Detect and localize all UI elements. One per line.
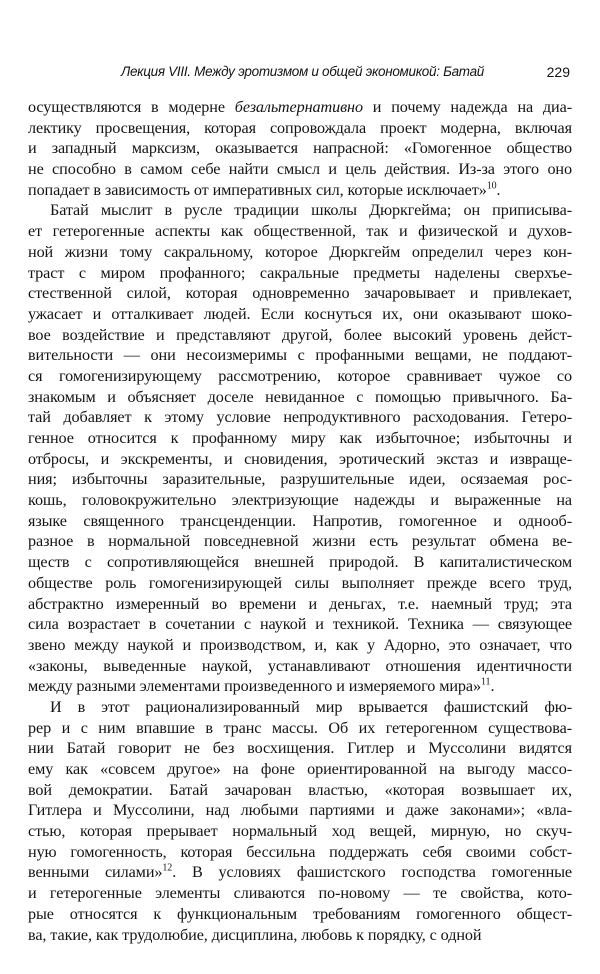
text-run: венными силами» [28,863,163,882]
text-run: отбросы, и экскременты, и сновидения, эротический экстаз и извраще- [28,449,572,468]
text-run: вое воздействие и представляют другой, более высокий уровень дейст- [28,325,572,344]
text-run: Батай мыслит в русле традиции школы Дюркгейма; он приписыва- [50,201,572,220]
text-line [28,573,572,594]
text-line [28,821,572,842]
emphasis: безальтернативно [234,98,363,116]
text-line [28,904,572,925]
text-run: кошь, головокружительно электризующие надежды и выраженные на [28,491,572,510]
text-run: траст с миром профанного; сакральные предметы наделены сверхъе- [28,263,572,282]
text-line [28,614,572,635]
text-run: не способно в самом себе найти смысл и цель действия. Из-за этого оно [28,160,572,179]
text-run: тай добавляет к этому условие непродуктивного расходования. Гетеро- [28,408,572,427]
text-line [28,883,572,904]
text-run: абстрактно измеренный во времени и деньгах, т.е. наемный труд; эта [28,594,572,613]
text-line [28,925,572,946]
footnote-ref: 10 [486,180,497,192]
text-line [28,325,572,346]
text-run: ва, такие, как трудолюбие, дисциплина, любовь к порядку, с одной [28,925,482,944]
text-line [28,718,572,739]
text-run: ужасает и отталкивает людей. Если коснуться их, они оказывают шоко- [28,304,572,323]
paragraph [28,697,572,945]
text-run: ществ с сопротивляющейся внешней природой. В капиталистическом [28,553,572,572]
text-line [28,263,572,284]
text-line [28,490,572,511]
page-number: 229 [546,64,570,80]
text-line [28,118,572,139]
text-line [28,552,572,573]
text-line [28,697,572,718]
text-line [28,221,572,242]
text-line [28,242,572,263]
text-run: Гитлера и Муссолини, над любыми партиями и даже законами»; «вла- [28,801,572,820]
text-line [28,449,572,470]
text-run: и почему надежда на диа- [362,98,572,116]
text-line [28,180,572,201]
text-line [28,366,572,387]
text-run: . В условиях фашистского господства гомогенные [172,863,572,882]
text-line [28,345,572,366]
text-line [28,656,572,677]
text-run: знакомым и объясняет доселе невиданное с помощью привычного. Ба- [28,387,572,406]
text-run: вительности — они несоизмеримы с профанными вещами, не поддают- [28,346,572,365]
text-run: обществе роль гомогенизирующей силы выполняет прежде всего труд, [28,573,572,592]
text-run: лектику просвещения, которая сопровождала проект модерна, включая [28,118,572,137]
paragraph [28,97,572,200]
text-line [28,387,572,408]
text-run: разное в нормальной повседневной жизни есть результат обмена ве- [28,532,572,551]
running-title: Лекция VIII. Между эротизмом и общей экономикой: Батай [121,64,485,79]
text-run: нии Батай говорит не без восхищения. Гитлер и Муссолини видятся [28,739,572,758]
page-header [28,64,572,84]
text-run: стественной силой, которая одновременно зачаровывает и привлекает, [28,284,572,303]
paragraph [28,200,572,697]
text-line [28,283,572,304]
text-line [28,635,572,656]
text-run: и гетерогенные элементы сливаются по-новому — те свойства, кото- [28,884,572,903]
text-run: сила возрастает в сочетании с наукой и техникой. Техника — связующее [28,615,572,634]
text-line [28,842,572,863]
text-line [28,780,572,801]
text-run: языке священного трансценденции. Напротив, гомогенное и однооб- [28,511,572,530]
text-line [28,97,572,118]
text-line [28,428,572,449]
text-run: вой демократии. Батай зачарован властью, «которая возвышает их, [28,780,572,799]
text-line [28,304,572,325]
text-run: . [496,180,501,199]
text-run: ет гетерогенные аспекты как общественной, так и физической и духов- [28,222,572,241]
body-text [28,97,572,945]
text-line [28,594,572,615]
text-line [28,738,572,759]
text-line [28,159,572,180]
text-run: ему как «совсем другое» на фоне ориентированной на выгоду массо- [28,760,572,778]
text-line [28,469,572,490]
text-run: ся гомогенизирующему рассмотрению, которое сравнивает чужое со [28,366,572,385]
text-run: генное относится к профанному миру как избыточное; избыточны и [28,429,572,447]
text-run: попадает в зависимость от императивных сил, которые исключает» [28,180,487,199]
footnote-ref: 12 [162,863,173,875]
footnote-ref: 11 [481,676,491,688]
text-run: . [490,677,495,696]
text-line [28,862,572,883]
text-line [28,138,572,159]
text-line [28,800,572,821]
text-run: И в этот рационализированный мир врывается фашистский фю- [50,697,572,716]
text-run: между разными элементами произведенного и измеряемого мира» [28,677,482,696]
text-run: рые относятся к функциональным требованиям гомогенного общест- [28,904,572,923]
text-run: ной жизни тому сакральному, которое Дюркгейм определил через кон- [28,242,572,261]
text-line [28,511,572,532]
text-run: «законы, выведенные наукой, устанавливают отношения идентичности [28,656,572,675]
text-run: ную гомогенность, которая бессильна поддержать себя своими собст- [28,842,572,861]
text-run: стью, которая прерывает нормальный ход вещей, мирную, но скуч- [28,822,572,841]
text-run: ния; избыточны заразительные, разрушительные идеи, осязаемая рос- [28,470,572,489]
text-run: рер и с ним впавшие в транс массы. Об их гетерогенном существова- [28,718,572,737]
text-line [28,407,572,428]
text-line [28,759,572,780]
text-run: осуществляются в модерне [28,98,235,116]
text-line [28,200,572,221]
text-line [28,676,572,697]
text-line [28,531,572,552]
text-run: и западный марксизм, оказывается напрасной: «Гомогенное общество [28,139,572,158]
text-run: звено между наукой и производством, и, как у Адорно, это означает, что [28,635,572,654]
